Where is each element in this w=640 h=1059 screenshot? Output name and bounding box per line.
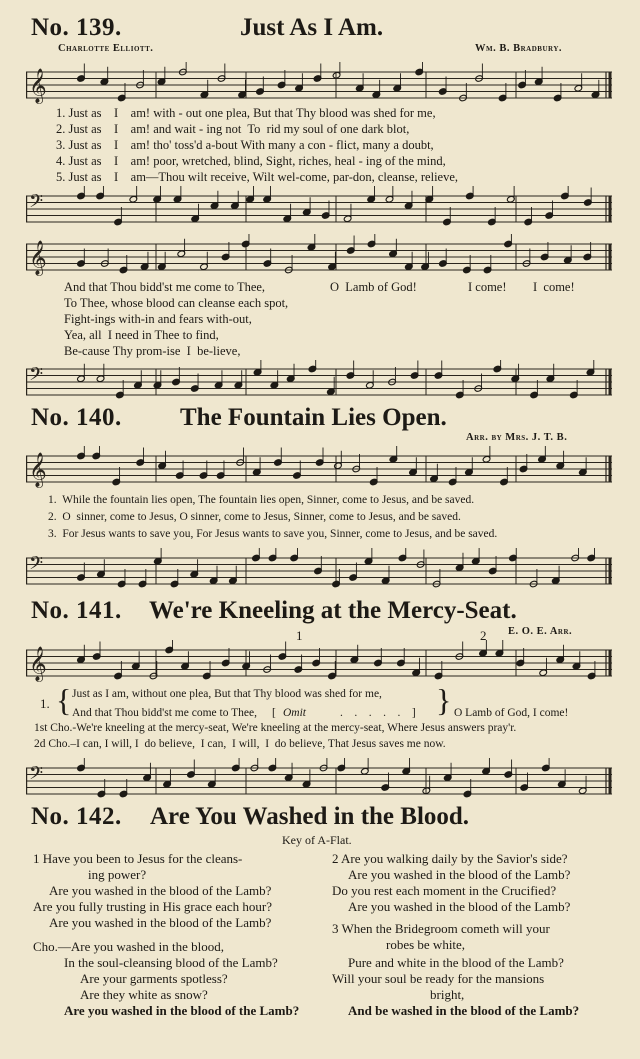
hymn-139-line2-verse-5: Be-cause Thy prom-ise I be-lieve, bbox=[64, 344, 241, 358]
hymn-141-ending-2-label: 2 bbox=[480, 628, 487, 643]
hymn-140-verse-2: 2. O sinner, come to Jesus, O sinner, come to Jesus, Sinner, come to Jesus, and be saved. bbox=[48, 511, 461, 523]
hymn-142-v1-line2: Are you washed in the blood of the Lamb? bbox=[49, 883, 272, 898]
hymn-140-arranger: Arr. by Mrs. J. T. B. bbox=[466, 432, 568, 443]
hymn-139-title: Just As I Am. bbox=[240, 14, 384, 41]
hymn-142-v3-line2: Pure and white in the blood of the Lamb? bbox=[348, 955, 564, 970]
hymn-142-v1-line3: Are you fully trusting in His grace each hour? bbox=[33, 899, 272, 914]
svg-text:𝄞: 𝄞 bbox=[29, 646, 47, 682]
hymn-141-brace: { bbox=[56, 682, 72, 718]
hymn-142-chorus-line5: Are you washed in the blood of the Lamb? bbox=[64, 1003, 300, 1018]
hymn-142-v1-line4: Are you washed in the blood of the Lamb? bbox=[49, 915, 272, 930]
hymn-141-ending-1-label: 1 bbox=[296, 628, 303, 643]
hymn-139-verse-4: 4. Just as I am! poor, wretched, blind, Sight, riches, heal - ing of the mind, bbox=[56, 154, 446, 168]
hymn-142-chorus-line1: Cho.—Are you washed in the blood, bbox=[33, 939, 225, 954]
svg-text:𝄞: 𝄞 bbox=[29, 452, 47, 488]
hymn-142-title: Are You Washed in the Blood. bbox=[150, 803, 470, 830]
hymn-140-number: No. 140. bbox=[31, 404, 122, 431]
hymn-141-arranger: E. O. E. Arr. bbox=[508, 626, 573, 637]
hymn-141-treble-staff bbox=[26, 640, 612, 686]
hymn-139-line2-verse-4: Yea, all I need in Thee to find, bbox=[64, 328, 219, 342]
hymn-139-verse-1: 1. Just as I am! with - out one plea, But that Thy blood was shed for me, bbox=[56, 106, 436, 120]
hymn-141-number: No. 141. bbox=[31, 597, 122, 624]
hymn-140-bass-staff bbox=[26, 548, 612, 594]
hymn-142-number: No. 142. bbox=[31, 803, 122, 830]
hymn-139-refrain-lamb: O Lamb of God! bbox=[330, 280, 417, 294]
hymn-141-omit-open: [ bbox=[272, 707, 276, 719]
hymn-141-line-1: Just as I am, without one plea, But that Thy blood was shed for me, bbox=[72, 688, 382, 700]
svg-text:𝄢: 𝄢 bbox=[29, 763, 44, 789]
hymn-142-chorus-line4: Are they white as snow? bbox=[80, 987, 208, 1002]
svg-text:𝄢: 𝄢 bbox=[29, 553, 44, 579]
hymn-142-v1-line1: 1 Have you been to Jesus for the cleans- bbox=[33, 851, 243, 866]
hymn-142-v2-line2: Are you washed in the blood of the Lamb? bbox=[348, 867, 571, 882]
hymn-139-author: Charlotte Elliott. bbox=[58, 43, 154, 54]
hymn-139-bass-staff-2 bbox=[26, 360, 612, 404]
hymn-142-v2-line3: Do you rest each moment in the Crucified? bbox=[332, 883, 557, 898]
hymn-142-key: Key of A-Flat. bbox=[282, 833, 352, 847]
hymn-142-v3-line4: And be washed in the blood of the Lamb? bbox=[348, 1003, 580, 1018]
hymn-142-v3-line3-wrap: bright, bbox=[430, 987, 465, 1002]
hymn-141-brace-right: } bbox=[436, 682, 452, 718]
hymn-139-bass-staff-1 bbox=[26, 186, 612, 232]
hymn-140-treble-staff bbox=[26, 446, 612, 492]
hymn-141-omit-dots: . . . . . ] bbox=[340, 707, 416, 719]
hymn-141-bass-staff bbox=[26, 758, 612, 804]
hymn-140-verse-1: 1. While the fountain lies open, The fountain lies open, Sinner, come to Jesus, and be saved. bbox=[48, 494, 475, 506]
hymn-139-verse-2: 2. Just as I am! and wait - ing not To rid my soul of one dark blot, bbox=[56, 122, 410, 136]
hymn-139-number: No. 139. bbox=[31, 14, 122, 41]
svg-text:𝄞: 𝄞 bbox=[29, 68, 47, 104]
hymn-142-v1-line1-wrap: ing power? bbox=[88, 867, 147, 882]
hymn-142-v2-line1: 2 Are you walking daily by the Savior's side? bbox=[332, 851, 568, 866]
svg-text:𝄢: 𝄢 bbox=[29, 191, 44, 217]
hymn-141-title: We're Kneeling at the Mercy-Seat. bbox=[149, 597, 517, 624]
hymn-140-verse-3: 3. For Jesus wants to save you, For Jesus wants to save you, Sinner, come to Jesus, and be saved. bbox=[48, 528, 498, 540]
hymn-141-line-2: And that Thou bidd'st me come to Thee, bbox=[72, 707, 257, 719]
hymn-142-v3-line1: 3 When the Bridegroom cometh will your bbox=[332, 921, 550, 936]
hymn-139-line2-verse-2: To Thee, whose blood can cleanse each spot, bbox=[64, 296, 289, 310]
hymn-140-title: The Fountain Lies Open. bbox=[180, 404, 447, 431]
hymn-141-omit: Omit bbox=[283, 707, 306, 719]
hymn-139-line2-verse-1: And that Thou bidd'st me come to Thee, bbox=[64, 280, 266, 294]
hymn-139-verse-5: 5. Just as I am—Thou wilt receive, Wilt wel-come, par-don, cleanse, relieve, bbox=[56, 170, 459, 184]
hymn-141-chorus-1: 1st Cho.-We're kneeling at the mercy-seat, We're kneeling at the mercy-seat, Where Jesus answers pray'r. bbox=[34, 722, 517, 734]
hymn-142-chorus-line2: In the soul-cleansing blood of the Lamb? bbox=[64, 955, 278, 970]
hymn-142-v3-line1-wrap: robes be white, bbox=[386, 937, 466, 952]
hymn-141-chorus-2: 2d Cho.–I can, I will, I do believe, I can, I will, I do believe, That Jesus saves me now. bbox=[34, 738, 446, 750]
svg-text:𝄞: 𝄞 bbox=[29, 240, 47, 276]
hymn-142-v3-line3: Will your soul be ready for the mansions bbox=[332, 971, 545, 986]
hymn-141-lamb: O Lamb of God, I come! bbox=[454, 707, 569, 719]
hymn-142-chorus-line3: Are your garments spotless? bbox=[80, 971, 228, 986]
hymn-139-verse-3: 3. Just as I am! tho' toss'd a-bout With many a con - flict, many a doubt, bbox=[56, 138, 434, 152]
hymn-139-line2-verse-3: Fight-ings with-in and fears with-out, bbox=[64, 312, 252, 326]
hymn-139-treble-staff-1 bbox=[26, 62, 612, 108]
hymn-139-treble-staff-2 bbox=[26, 234, 612, 280]
hymn-139-composer: Wm. B. Bradbury. bbox=[475, 43, 562, 54]
hymn-141-verse-number: 1. bbox=[40, 696, 50, 711]
hymn-139-refrain-come-2: I come! bbox=[533, 280, 575, 294]
hymn-139-refrain-come-1: I come! bbox=[468, 280, 507, 294]
hymn-142-v2-line4: Are you washed in the blood of the Lamb? bbox=[348, 899, 571, 914]
svg-text:𝄢: 𝄢 bbox=[29, 364, 44, 390]
